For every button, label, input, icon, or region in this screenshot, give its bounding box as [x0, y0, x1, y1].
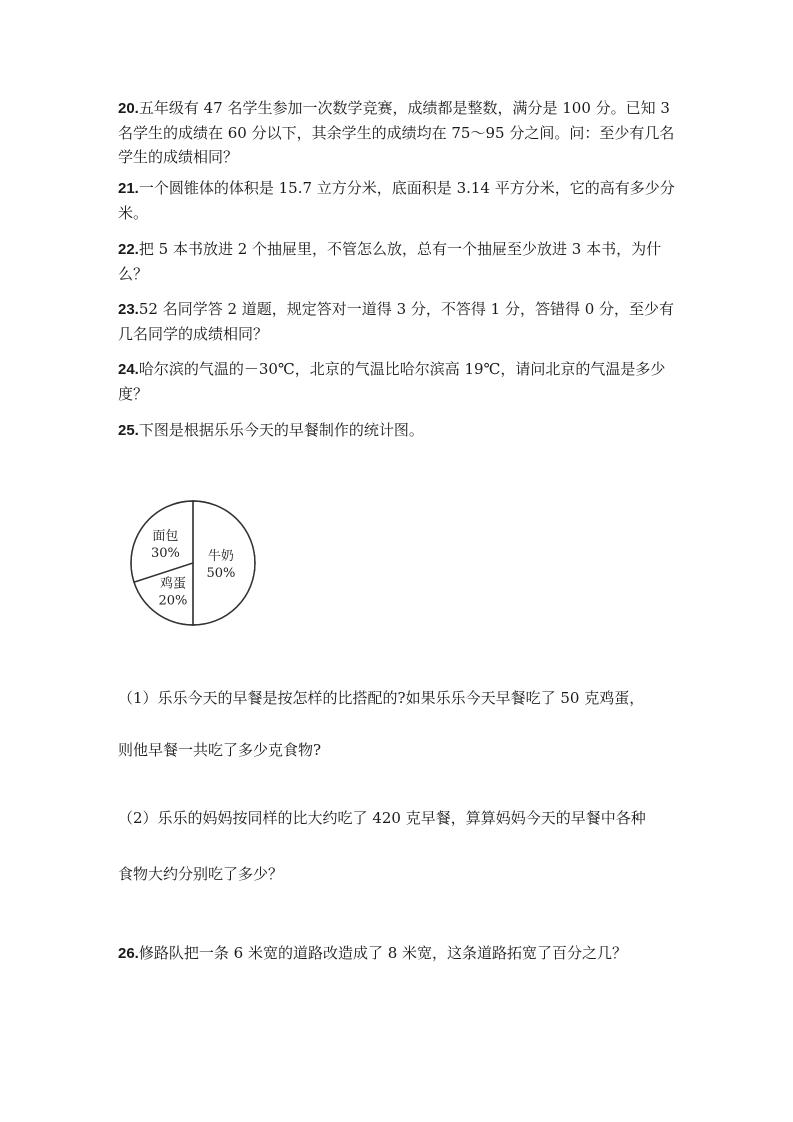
question-text: 下图是根据乐乐今天的早餐制作的统计图。	[138, 421, 424, 439]
question-23	[118, 297, 678, 346]
pie-slice-name: 牛奶	[207, 549, 234, 564]
question-text: 修路队把一条 6 米宽的道路改造成了 8 米宽，这条道路拓宽了百分之几？	[138, 944, 628, 962]
pie-slice-percent: 50%	[206, 566, 236, 581]
question-text: 五年级有 47 名学生参加一次数学竞赛，成绩都是整数，满分是 100 分。已知 3 名学生的成绩在 60 分以下，其余学生的成绩均在 75～95 分之间。问：至少有几名学生的成绩相同？	[118, 99, 675, 166]
pie-slice-name: 鸡蛋	[159, 576, 186, 592]
question-number: 21.	[118, 180, 139, 197]
pie-slice-percent: 30%	[150, 545, 180, 561]
question-number: 26.	[118, 945, 139, 962]
question-text: 52 名同学答 2 道题，规定答对一道得 3 分，不答得 1 分，答错得 0 分，至少有几名同学的成绩相同？	[118, 300, 675, 343]
subquestion-1-line-2: 则他早餐一共吃了多少克食物?	[118, 741, 322, 759]
question-20	[118, 96, 678, 169]
question-text: 把 5 本书放进 2 个抽屉里，不管怎么放，总有一个抽屉至少放进 3 本书，为什么？	[118, 240, 662, 283]
question-number: 24.	[118, 361, 139, 378]
question-26	[118, 941, 638, 966]
subquestion-2-line-1: （2）乐乐的妈妈按同样的比大约吃了 420 克早餐，算算妈妈今天的早餐中各种	[118, 809, 646, 827]
question-text: 哈尔滨的气温的－30℃，北京的气温比哈尔滨高 19℃，请问北京的气温是多少度？	[118, 360, 666, 403]
subquestion-1-line-1: （1）乐乐今天的早餐是按怎样的比搭配的?如果乐乐今天早餐吃了 50 克鸡蛋，	[118, 689, 645, 707]
question-24	[118, 357, 678, 406]
question-text: 一个圆锥体的体积是 15.7 立方分米，底面积是 3.14 平方分米，它的高有多少分米。	[118, 179, 675, 222]
question-22	[118, 237, 678, 286]
question-number: 22.	[118, 241, 139, 258]
question-number: 23.	[118, 301, 139, 318]
subquestion-2-line-2: 食物大约分别吃了多少？	[118, 865, 284, 883]
question-21	[118, 176, 678, 225]
pie-slice-percent: 20%	[158, 593, 188, 609]
question-25	[118, 418, 678, 443]
pie-slice-name: 面包	[152, 528, 179, 544]
question-number: 25.	[118, 422, 139, 439]
breakfast-pie-chart	[128, 500, 268, 630]
question-number: 20.	[118, 100, 139, 117]
